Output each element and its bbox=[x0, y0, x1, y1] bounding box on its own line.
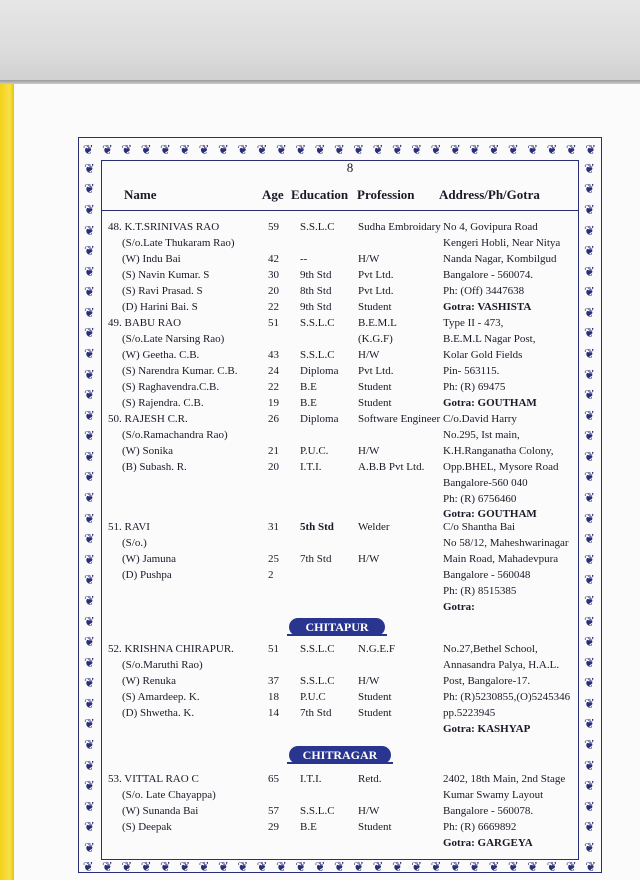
address-line: Type II - 473, bbox=[443, 317, 504, 329]
ornament-glyph: ❦ bbox=[84, 531, 96, 547]
ornament-glyph: ❦ bbox=[84, 366, 96, 382]
member-edu: 9th Std bbox=[300, 268, 332, 281]
ornament-glyph: ❦ bbox=[469, 858, 482, 874]
ornament-glyph: ❦ bbox=[546, 858, 559, 874]
ornament-glyph: ❦ bbox=[84, 160, 96, 176]
member-name: (D) Harini Bai. S bbox=[122, 300, 198, 313]
ornament-glyph: ❦ bbox=[372, 141, 385, 157]
member-name: 49. BABU RAO bbox=[108, 317, 182, 329]
ornament-glyph: ❦ bbox=[527, 858, 540, 874]
address-line: Post, Bangalore-17. bbox=[443, 674, 531, 687]
gotra-label: Gotra: GOUTHAM bbox=[443, 396, 537, 409]
member-edu: S.S.L.C bbox=[300, 348, 335, 361]
ornament-glyph: ❦ bbox=[256, 141, 269, 157]
ornament-glyph: ❦ bbox=[430, 141, 443, 157]
ornament-glyph: ❦ bbox=[179, 141, 192, 157]
member-name: (W) Geetha. C.B. bbox=[122, 348, 200, 361]
address-line: No 4, Govipura Road bbox=[443, 221, 538, 233]
member-name: (S/o.Maruthi Rao) bbox=[122, 658, 203, 671]
ornament-glyph: ❦ bbox=[121, 858, 134, 874]
member-age: 24 bbox=[268, 364, 279, 377]
ornament-glyph: ❦ bbox=[295, 141, 308, 157]
ornament-glyph: ❦ bbox=[584, 345, 596, 361]
member-name: (D) Pushpa bbox=[122, 568, 172, 581]
member-prof: H/W bbox=[358, 804, 380, 817]
member-prof: Pvt Ltd. bbox=[358, 284, 394, 297]
member-edu: S.S.L.C bbox=[300, 221, 335, 233]
address-line: Pin- 563115. bbox=[443, 364, 500, 377]
ornament-glyph: ❦ bbox=[82, 141, 95, 157]
ornament-glyph: ❦ bbox=[411, 141, 424, 157]
column-header-address: Address/Ph/Gotra bbox=[439, 187, 540, 202]
member-edu: P.U.C bbox=[300, 690, 326, 703]
member-prof: Student bbox=[358, 396, 392, 409]
ornament-glyph: ❦ bbox=[584, 160, 596, 176]
address-line: Ph: (R)5230855,(O)5245346 bbox=[443, 690, 571, 703]
ornament-glyph: ❦ bbox=[333, 141, 346, 157]
member-name: (D) Shwetha. K. bbox=[122, 706, 195, 719]
ornament-glyph: ❦ bbox=[507, 141, 520, 157]
ornament-glyph: ❦ bbox=[102, 141, 114, 157]
member-name: (W) Renuka bbox=[122, 674, 177, 687]
member-name: (S/o. Late Chayappa) bbox=[122, 788, 216, 801]
ornament-glyph: ❦ bbox=[585, 141, 598, 157]
member-name: (S) Raghavendra.C.B. bbox=[122, 380, 220, 393]
ornament-glyph: ❦ bbox=[391, 858, 404, 874]
ornament-glyph: ❦ bbox=[584, 736, 596, 752]
ornament-glyph: ❦ bbox=[84, 716, 96, 732]
member-name: 50. RAJESH C.R. bbox=[108, 413, 188, 425]
address-line: Kumar Swamy Layout bbox=[443, 788, 544, 801]
member-prof: A.B.B Pvt Ltd. bbox=[358, 460, 425, 473]
member-prof: Student bbox=[358, 820, 392, 833]
ornament-glyph: ❦ bbox=[84, 263, 96, 279]
ornament-glyph: ❦ bbox=[584, 407, 596, 423]
column-header-age: Age bbox=[262, 187, 284, 202]
ornament-glyph: ❦ bbox=[584, 387, 596, 403]
ornament-glyph: ❦ bbox=[84, 798, 96, 814]
member-age: 43 bbox=[268, 348, 279, 361]
address-line: Ph: (R) 6756460 bbox=[443, 492, 517, 505]
ornament-glyph: ❦ bbox=[84, 819, 96, 835]
member-age: 37 bbox=[268, 674, 279, 687]
ornament-glyph: ❦ bbox=[584, 778, 596, 794]
member-edu: S.S.L.C bbox=[300, 317, 335, 329]
ornament-glyph: ❦ bbox=[488, 858, 501, 874]
ornament-glyph: ❦ bbox=[584, 798, 596, 814]
gotra-label: Gotra: VASHISTA bbox=[443, 300, 532, 313]
member-age: 65 bbox=[268, 773, 279, 785]
book-spine bbox=[0, 84, 14, 880]
member-edu: P.U.C. bbox=[300, 444, 329, 457]
ornament-glyph: ❦ bbox=[584, 304, 596, 320]
member-prof: H/W bbox=[358, 552, 380, 565]
ornament-glyph: ❦ bbox=[84, 634, 96, 650]
ornament-glyph: ❦ bbox=[584, 839, 596, 855]
ornament-glyph: ❦ bbox=[140, 858, 153, 874]
ornament-glyph: ❦ bbox=[584, 695, 596, 711]
ornament-glyph: ❦ bbox=[584, 654, 596, 670]
gotra-label: Gotra: GOUTHAM bbox=[443, 508, 537, 521]
ornament-glyph: ❦ bbox=[584, 510, 596, 526]
member-age: 18 bbox=[268, 690, 279, 703]
member-age: 57 bbox=[268, 804, 279, 817]
ornament-glyph: ❦ bbox=[333, 858, 346, 874]
ornament-glyph: ❦ bbox=[218, 858, 230, 874]
ornament-glyph: ❦ bbox=[275, 141, 288, 157]
ornament-glyph: ❦ bbox=[84, 284, 96, 300]
member-edu: S.S.L.C bbox=[300, 674, 335, 687]
address-line: Annasandra Palya, H.A.L. bbox=[443, 658, 560, 671]
ornament-glyph: ❦ bbox=[391, 141, 404, 157]
ornament-glyph: ❦ bbox=[584, 572, 596, 588]
ornament-glyph: ❦ bbox=[84, 572, 96, 588]
ornament-glyph: ❦ bbox=[584, 490, 596, 506]
address-line: Kengeri Hobli, Near Nitya bbox=[443, 236, 561, 249]
member-edu: I.T.I. bbox=[300, 773, 322, 785]
ornament-glyph: ❦ bbox=[84, 325, 96, 341]
ornament-glyph: ❦ bbox=[584, 222, 596, 238]
address-line: C/o.David Harry bbox=[443, 413, 517, 425]
member-prof: Software Engineer bbox=[358, 413, 441, 425]
member-edu: Diploma bbox=[300, 413, 339, 425]
gotra-label: Gotra: GARGEYA bbox=[443, 836, 533, 849]
member-prof: N.G.E.F bbox=[358, 643, 395, 655]
ornament-glyph: ❦ bbox=[584, 613, 596, 629]
ornament-glyph: ❦ bbox=[256, 858, 269, 874]
ornament-glyph: ❦ bbox=[584, 201, 596, 217]
ornament-glyph: ❦ bbox=[84, 448, 96, 464]
ornament-glyph: ❦ bbox=[84, 778, 96, 794]
ornament-glyph: ❦ bbox=[584, 366, 596, 382]
member-age: 51 bbox=[268, 317, 279, 329]
member-prof: Student bbox=[358, 380, 392, 393]
ornament-glyph: ❦ bbox=[372, 858, 385, 874]
member-age: 22 bbox=[268, 380, 279, 393]
member-name: (W) Sunanda Bai bbox=[122, 804, 199, 817]
ornament-glyph: ❦ bbox=[102, 858, 114, 874]
column-header-profession: Profession bbox=[357, 187, 415, 202]
ornament-glyph: ❦ bbox=[584, 531, 596, 547]
address-line: K.H.Ranganatha Colony, bbox=[443, 444, 554, 457]
ornament-glyph: ❦ bbox=[84, 243, 96, 259]
member-edu: 7th Std bbox=[300, 706, 332, 719]
member-age: 22 bbox=[268, 300, 279, 313]
member-name: (S) Narendra Kumar. C.B. bbox=[122, 364, 238, 377]
ornament-glyph: ❦ bbox=[585, 858, 598, 874]
member-edu: B.E bbox=[300, 396, 317, 409]
page-number: 8 bbox=[346, 160, 354, 175]
ornament-glyph: ❦ bbox=[527, 141, 540, 157]
ornament-glyph: ❦ bbox=[584, 448, 596, 464]
ornament-glyph: ❦ bbox=[84, 387, 96, 403]
ornament-glyph: ❦ bbox=[469, 141, 482, 157]
member-age: 59 bbox=[268, 221, 279, 233]
address-line: Opp.BHEL, Mysore Road bbox=[443, 460, 559, 473]
header-divider bbox=[102, 210, 578, 211]
ornament-glyph: ❦ bbox=[84, 757, 96, 773]
ornament-glyph: ❦ bbox=[353, 141, 366, 157]
ornament-glyph: ❦ bbox=[84, 613, 96, 629]
member-name: (S) Navin Kumar. S bbox=[122, 268, 210, 281]
ornament-glyph: ❦ bbox=[84, 428, 96, 444]
ornament-glyph: ❦ bbox=[565, 141, 578, 157]
member-prof: H/W bbox=[358, 444, 380, 457]
ornament-glyph: ❦ bbox=[160, 141, 172, 157]
address-line: Nanda Nagar, Kombilgud bbox=[443, 252, 557, 265]
member-edu: S.S.L.C bbox=[300, 643, 335, 655]
member-prof: Sudha Embroidary bbox=[358, 221, 441, 233]
ornament-glyph: ❦ bbox=[584, 551, 596, 567]
member-name: 53. VITTAL RAO C bbox=[108, 773, 199, 785]
member-name: (S) Deepak bbox=[122, 820, 172, 833]
member-name: (S/o.Late Thukaram Rao) bbox=[122, 236, 235, 249]
member-age: 25 bbox=[268, 552, 279, 565]
member-age: 2 bbox=[268, 568, 274, 581]
member-name: (S/o.Late Narsing Rao) bbox=[122, 332, 225, 345]
section-banner-chitragar: CHITRAGAR bbox=[289, 746, 391, 764]
border-top-ornaments bbox=[79, 140, 601, 158]
member-prof: B.E.M.L bbox=[358, 317, 397, 329]
member-edu: I.T.I. bbox=[300, 460, 322, 473]
member-age: 29 bbox=[268, 820, 279, 833]
member-prof: Welder bbox=[358, 521, 390, 533]
member-edu: 5th Std bbox=[300, 521, 334, 533]
member-prof: Student bbox=[358, 300, 392, 313]
ornament-glyph: ❦ bbox=[140, 141, 153, 157]
member-name: (B) Subash. R. bbox=[122, 460, 187, 473]
ornament-glyph: ❦ bbox=[84, 222, 96, 238]
address-line: 2402, 18th Main, 2nd Stage bbox=[443, 773, 566, 785]
member-name: 52. KRISHNA CHIRAPUR. bbox=[108, 643, 234, 655]
address-line: pp.5223945 bbox=[443, 706, 496, 719]
member-prof: Retd. bbox=[358, 773, 382, 785]
member-name: (S) Ravi Prasad. S bbox=[122, 284, 203, 297]
ornament-glyph: ❦ bbox=[84, 654, 96, 670]
ornament-glyph: ❦ bbox=[430, 858, 443, 874]
member-prof: Student bbox=[358, 706, 392, 719]
ornament-glyph: ❦ bbox=[179, 858, 192, 874]
address-line: No.27,Bethel School, bbox=[443, 643, 538, 655]
member-name: (S/o.) bbox=[122, 536, 147, 549]
ornament-glyph: ❦ bbox=[84, 345, 96, 361]
member-edu: -- bbox=[300, 252, 308, 265]
ornament-glyph: ❦ bbox=[584, 716, 596, 732]
scan-background bbox=[0, 0, 640, 84]
ornament-glyph: ❦ bbox=[584, 263, 596, 279]
ornament-glyph: ❦ bbox=[488, 141, 501, 157]
ornament-glyph: ❦ bbox=[546, 141, 559, 157]
gotra-label: Gotra: KASHYAP bbox=[443, 722, 531, 735]
ornament-glyph: ❦ bbox=[218, 141, 230, 157]
column-header-name: Name bbox=[124, 187, 157, 202]
address-line: Ph: (R) 69475 bbox=[443, 380, 506, 393]
member-age: 14 bbox=[268, 706, 279, 719]
address-line: Bangalore-560 040 bbox=[443, 476, 528, 489]
member-edu: Diploma bbox=[300, 364, 339, 377]
border-right-ornaments bbox=[580, 158, 600, 858]
member-name: (S/o.Ramachandra Rao) bbox=[122, 428, 228, 441]
address-line: B.E.M.L Nagar Post, bbox=[443, 332, 536, 345]
ornament-glyph: ❦ bbox=[84, 201, 96, 217]
member-edu: 9th Std bbox=[300, 300, 332, 313]
ornament-glyph: ❦ bbox=[84, 469, 96, 485]
ornament-glyph: ❦ bbox=[84, 695, 96, 711]
ornament-glyph: ❦ bbox=[160, 858, 172, 874]
member-age: 19 bbox=[268, 396, 279, 409]
ornament-glyph: ❦ bbox=[584, 181, 596, 197]
ornament-glyph: ❦ bbox=[84, 839, 96, 855]
border-bottom-ornaments bbox=[79, 857, 601, 875]
address-line: Bangalore - 560074. bbox=[443, 268, 534, 281]
ornament-glyph: ❦ bbox=[295, 858, 308, 874]
address-line: Ph: (R) 6669892 bbox=[443, 820, 517, 833]
member-age: 31 bbox=[268, 521, 279, 533]
ornament-glyph: ❦ bbox=[584, 428, 596, 444]
member-prof: H/W bbox=[358, 348, 380, 361]
member-age: 26 bbox=[268, 413, 279, 425]
member-age: 21 bbox=[268, 444, 279, 457]
member-name: (S) Rajendra. C.B. bbox=[122, 396, 204, 409]
member-edu: S.S.L.C bbox=[300, 804, 335, 817]
ornament-glyph: ❦ bbox=[449, 858, 462, 874]
member-age: 42 bbox=[268, 252, 279, 265]
address-line: Bangalore - 560048 bbox=[443, 568, 531, 581]
ornament-glyph: ❦ bbox=[84, 181, 96, 197]
member-prof: Student bbox=[358, 690, 392, 703]
address-line: Ph: (R) 8515385 bbox=[443, 584, 517, 597]
ornament-glyph: ❦ bbox=[198, 141, 211, 157]
address-line: Main Road, Mahadevpura bbox=[443, 552, 559, 565]
ornament-glyph: ❦ bbox=[84, 551, 96, 567]
address-line: No 58/12, Maheshwarinagar bbox=[443, 536, 569, 549]
border-left-ornaments bbox=[80, 158, 100, 858]
ornament-glyph: ❦ bbox=[314, 858, 327, 874]
ornament-glyph: ❦ bbox=[584, 675, 596, 691]
member-edu: B.E bbox=[300, 820, 317, 833]
ornament-glyph: ❦ bbox=[584, 243, 596, 259]
ornament-glyph: ❦ bbox=[565, 858, 578, 874]
ornament-glyph: ❦ bbox=[584, 325, 596, 341]
member-prof: (K.G.F) bbox=[358, 332, 393, 345]
member-name: (W) Sonika bbox=[122, 444, 174, 457]
address-line: Kolar Gold Fields bbox=[443, 348, 523, 361]
address-line: Bangalore - 560078. bbox=[443, 804, 534, 817]
ornament-glyph: ❦ bbox=[584, 284, 596, 300]
ornament-glyph: ❦ bbox=[353, 858, 366, 874]
member-prof: Pvt Ltd. bbox=[358, 268, 394, 281]
ornament-glyph: ❦ bbox=[84, 736, 96, 752]
column-header-education: Education bbox=[291, 187, 349, 202]
address-line: No.295, Ist main, bbox=[443, 428, 520, 441]
ornament-glyph: ❦ bbox=[84, 490, 96, 506]
ornament-glyph: ❦ bbox=[84, 675, 96, 691]
ornament-glyph: ❦ bbox=[584, 819, 596, 835]
address-line: C/o Shantha Bai bbox=[443, 521, 516, 533]
ornament-glyph: ❦ bbox=[275, 858, 288, 874]
member-edu: 8th Std bbox=[300, 284, 332, 297]
ornament-glyph: ❦ bbox=[584, 634, 596, 650]
member-name: (S) Amardeep. K. bbox=[122, 690, 200, 703]
ornament-glyph: ❦ bbox=[584, 592, 596, 608]
ornament-glyph: ❦ bbox=[507, 858, 520, 874]
ornament-glyph: ❦ bbox=[84, 407, 96, 423]
ornament-glyph: ❦ bbox=[84, 592, 96, 608]
member-name: 48. K.T.SRINIVAS RAO bbox=[108, 221, 220, 233]
member-age: 30 bbox=[268, 268, 279, 281]
ornament-glyph: ❦ bbox=[237, 858, 250, 874]
member-prof: H/W bbox=[358, 252, 380, 265]
member-edu: 7th Std bbox=[300, 552, 332, 565]
gotra-label: Gotra: bbox=[443, 600, 475, 613]
ornament-glyph: ❦ bbox=[121, 141, 134, 157]
member-edu: B.E bbox=[300, 380, 317, 393]
ornament-glyph: ❦ bbox=[198, 858, 211, 874]
ornament-glyph: ❦ bbox=[84, 304, 96, 320]
member-age: 20 bbox=[268, 284, 279, 297]
member-name: (W) Jamuna bbox=[122, 552, 177, 565]
ornament-glyph: ❦ bbox=[584, 469, 596, 485]
ornament-glyph: ❦ bbox=[82, 858, 95, 874]
section-banner-chitapur: CHITAPUR bbox=[289, 618, 385, 636]
member-age: 20 bbox=[268, 460, 279, 473]
ornament-glyph: ❦ bbox=[237, 141, 250, 157]
ornament-glyph: ❦ bbox=[584, 757, 596, 773]
address-line: Ph: (Off) 3447638 bbox=[443, 284, 525, 297]
member-name: (W) Indu Bai bbox=[122, 252, 181, 265]
ornament-glyph: ❦ bbox=[449, 141, 462, 157]
ornament-glyph: ❦ bbox=[411, 858, 424, 874]
ornament-glyph: ❦ bbox=[84, 510, 96, 526]
member-age: 51 bbox=[268, 643, 279, 655]
member-prof: H/W bbox=[358, 674, 380, 687]
member-prof: Pvt Ltd. bbox=[358, 364, 394, 377]
member-name: 51. RAVI bbox=[108, 521, 150, 533]
ornament-glyph: ❦ bbox=[314, 141, 327, 157]
